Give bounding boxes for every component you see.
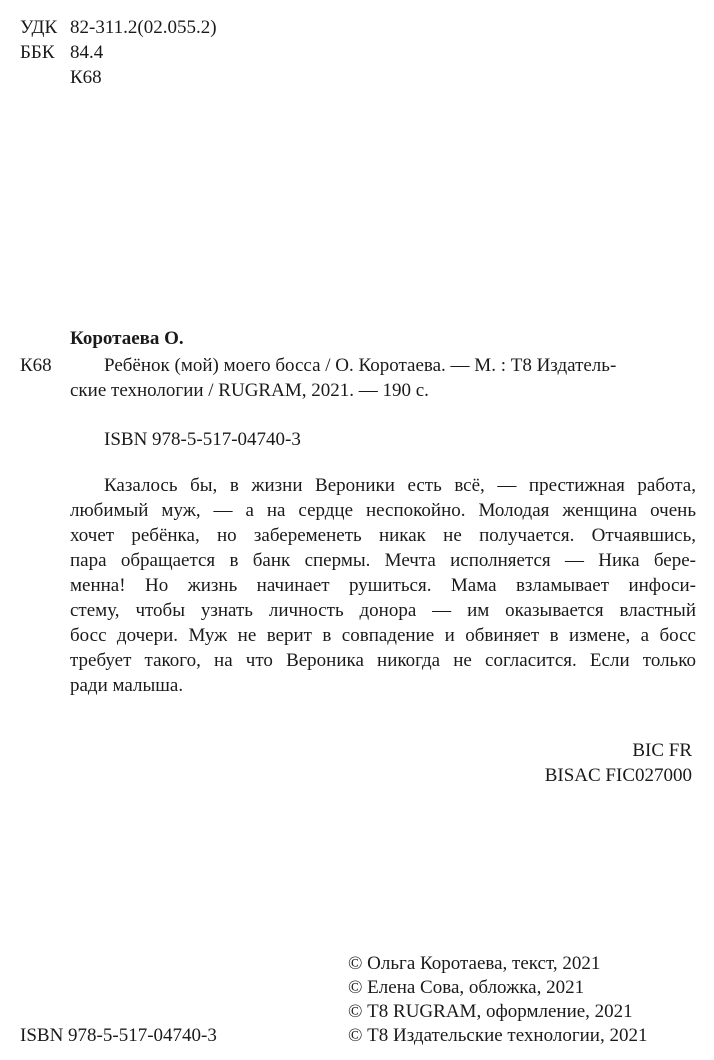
- annotation: [70, 473, 696, 698]
- bic-code: BIC FR: [632, 740, 692, 761]
- udk-label: УДК: [20, 17, 58, 38]
- annotation-line: менна! Но жизнь начинает рушиться. Мама взламывает инфоси-: [70, 575, 696, 596]
- copyright-line: © Елена Сова, обложка, 2021: [348, 977, 585, 998]
- udk-value: 82-311.2(02.055.2): [70, 17, 217, 38]
- entry-author-sign: К68: [20, 355, 52, 376]
- annotation-line: босс дочери. Муж не верит в совпадение и обвиняет в измене, а босс: [70, 625, 696, 646]
- copyright-block: [348, 952, 647, 1048]
- bbk-value: 84.4: [70, 42, 104, 63]
- author-sign: К68: [70, 67, 102, 88]
- annotation-line: пара обращается в банк спермы. Мечта исполняется — Ника бере-: [70, 550, 696, 571]
- annotation-line: ради малыша.: [70, 675, 184, 696]
- annotation-line: требует такого, на что Вероника никогда не согласится. Если только: [70, 650, 696, 671]
- entry-title-line-1: Ребёнок (мой) моего босса / О. Коротаева. — М. : Т8 Издатель-: [104, 355, 617, 376]
- entry-author: Коротаева О.: [70, 328, 184, 349]
- annotation-line: хочет ребёнка, но забеременеть никак не получается. Отчаявшись,: [70, 525, 696, 546]
- annotation-line: стему, чтобы узнать личность донора — им оказывается властный: [70, 600, 696, 621]
- copyright-line: © Ольга Коротаева, текст, 2021: [348, 953, 601, 974]
- bbk-label: ББК: [20, 42, 55, 63]
- entry-isbn: ISBN 978-5-517-04740-3: [104, 429, 301, 450]
- bisac-code: BISAC FIC027000: [544, 765, 692, 786]
- annotation-line: любимый муж, — а на сердце неспокойно. Молодая женщина очень: [70, 500, 696, 521]
- copyright-line: © Т8 Издательские технологии, 2021: [348, 1025, 648, 1046]
- copyright-line: © Т8 RUGRAM, оформление, 2021: [348, 1001, 633, 1022]
- footer-isbn: ISBN 978-5-517-04740-3: [20, 1025, 217, 1046]
- entry-title-line-2: ские технологии / RUGRAM, 2021. — 190 с.: [70, 380, 429, 401]
- annotation-line: Казалось бы, в жизни Вероники есть всё, — престижная работа,: [104, 475, 696, 496]
